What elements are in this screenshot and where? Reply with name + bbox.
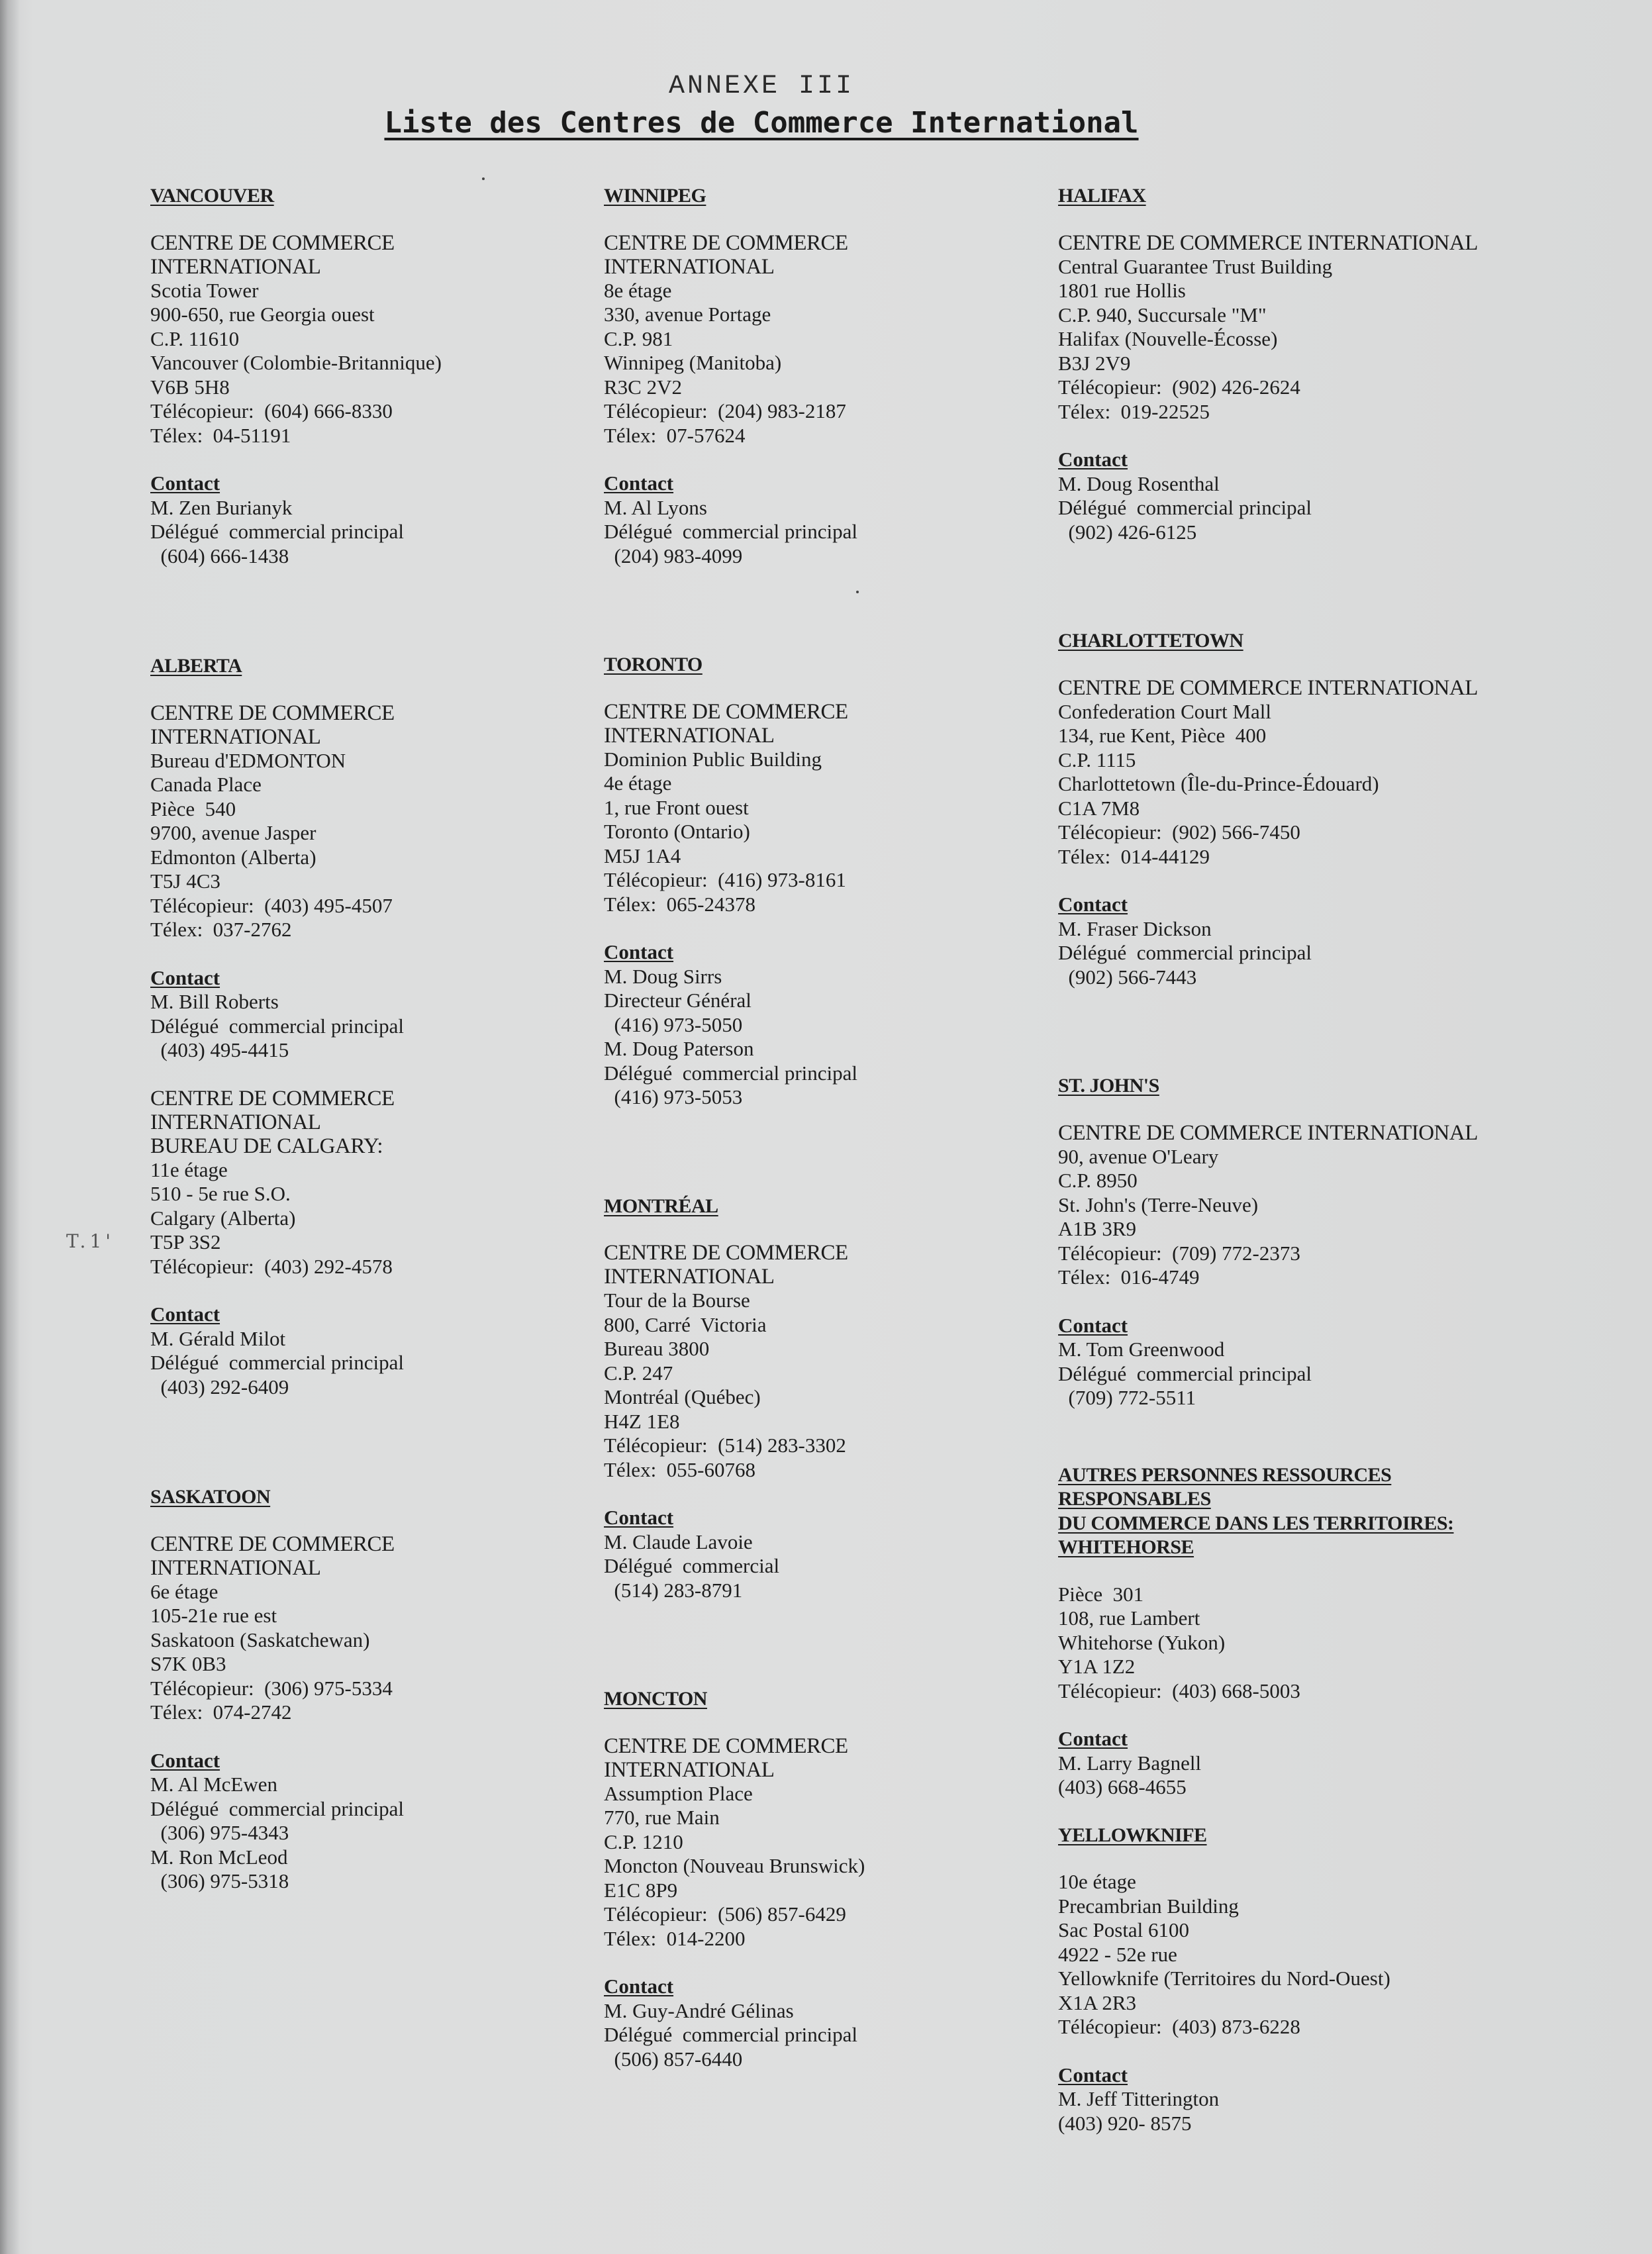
address-line: C.P. 8950 bbox=[1058, 1169, 1138, 1192]
contact-line: Délégué commercial principal bbox=[150, 1351, 405, 1374]
address-line: 4e étage bbox=[604, 771, 672, 795]
address-line: Télex: 065-24378 bbox=[604, 892, 756, 916]
contact-line: Délégué commercial principal bbox=[604, 2023, 858, 2046]
secondary-office bbox=[150, 1087, 614, 1400]
address-line: C.P. 1210 bbox=[604, 1830, 683, 1853]
address-line: R3C 2V2 bbox=[604, 375, 682, 399]
address-line: Télex: 04-51191 bbox=[150, 423, 291, 447]
column-1 bbox=[150, 184, 614, 1894]
contact-line: Directeur Général bbox=[604, 989, 752, 1012]
address-line: Télécopieur: (306) 975-5334 bbox=[150, 1676, 393, 1700]
address-line: Whitehorse (Yukon) bbox=[1058, 1630, 1226, 1654]
contact-heading: Contact bbox=[150, 1748, 220, 1772]
contact-line: (506) 857-6440 bbox=[604, 2047, 743, 2071]
address-line: X1A 2R3 bbox=[1058, 1990, 1136, 2014]
address-line: Télécopieur: (604) 666-8330 bbox=[150, 399, 393, 422]
address-line: 108, rue Lambert bbox=[1058, 1606, 1200, 1630]
address-line: 800, Carré Victoria bbox=[604, 1312, 767, 1336]
centre-name-line: INTERNATIONAL bbox=[604, 1757, 775, 1782]
office-city-heading: AUTRES PERSONNES RESSOURCES bbox=[1058, 1463, 1392, 1486]
address-line: Precambrian Building bbox=[1058, 1894, 1239, 1918]
annex-label: ANNEXE III bbox=[668, 72, 855, 101]
address-line: C.P. 247 bbox=[604, 1361, 673, 1385]
contact-line: Délégué commercial principal bbox=[150, 520, 405, 543]
contact-line: (416) 973-5050 bbox=[604, 1012, 743, 1036]
scan-speck bbox=[482, 177, 485, 180]
centre-name-line: CENTRE DE COMMERCE bbox=[604, 1241, 848, 1265]
office-city-heading: MONCTON bbox=[604, 1688, 707, 1710]
contact-line: (403) 920- 8575 bbox=[1058, 2111, 1192, 2135]
office-section bbox=[150, 654, 614, 1399]
address-line: 510 - 5e rue S.O. bbox=[150, 1182, 291, 1205]
centre-name-line: CENTRE DE COMMERCE bbox=[604, 699, 848, 724]
scan-edge-shadow bbox=[0, 0, 20, 2254]
contact-line: (403) 668-4655 bbox=[1058, 1775, 1187, 1798]
contact-line: M. Tom Greenwood bbox=[1058, 1338, 1225, 1361]
address-line: Calgary (Alberta) bbox=[150, 1206, 296, 1230]
address-line: 770, rue Main bbox=[604, 1806, 720, 1829]
address-line: Halifax (Nouvelle-Écosse) bbox=[1058, 327, 1278, 350]
contact-line: M. Larry Bagnell bbox=[1058, 1751, 1202, 1775]
contact-line: M. Al McEwen bbox=[150, 1773, 278, 1796]
office-city-heading: CHARLOTTETOWN bbox=[1058, 630, 1243, 652]
contact-heading: Contact bbox=[150, 1302, 220, 1326]
address-line: H4Z 1E8 bbox=[604, 1409, 680, 1433]
address-line: A1B 3R9 bbox=[1058, 1217, 1136, 1240]
address-line: Vancouver (Colombie-Britannique) bbox=[150, 351, 442, 374]
address-line: Télex: 074-2742 bbox=[150, 1700, 292, 1724]
office-section bbox=[150, 1485, 614, 1894]
address-line: Montréal (Québec) bbox=[604, 1385, 761, 1408]
address-line: B3J 2V9 bbox=[1058, 351, 1131, 375]
address-line: Bureau d'EDMONTON bbox=[150, 748, 346, 772]
address-line: Télex: 014-2200 bbox=[604, 1926, 746, 1950]
address-line: Toronto (Ontario) bbox=[604, 820, 750, 843]
centre-name-line: CENTRE DE COMMERCE bbox=[150, 1532, 395, 1556]
contact-line: (403) 292-6409 bbox=[150, 1375, 289, 1398]
address-line: Télécopieur: (204) 983-2187 bbox=[604, 399, 846, 422]
contact-line: (403) 495-4415 bbox=[150, 1038, 289, 1061]
centre-name-line: INTERNATIONAL bbox=[150, 1555, 321, 1580]
office-section bbox=[150, 184, 614, 568]
contact-line: (306) 975-4343 bbox=[150, 1821, 289, 1844]
contact-line: M. Bill Roberts bbox=[150, 990, 279, 1013]
address-line: Télex: 055-60768 bbox=[604, 1457, 756, 1481]
contact-heading: Contact bbox=[150, 471, 220, 495]
centre-name-line: INTERNATIONAL bbox=[604, 1265, 775, 1289]
address-line: C1A 7M8 bbox=[1058, 796, 1140, 820]
column-2 bbox=[604, 184, 1067, 2071]
address-line: 6e étage bbox=[150, 1579, 219, 1603]
office-city-heading: ST. JOHN'S bbox=[1058, 1075, 1159, 1097]
contact-line: M. Doug Rosenthal bbox=[1058, 471, 1220, 495]
office-section bbox=[604, 1195, 1067, 1603]
centre-name-line: CENTRE DE COMMERCE bbox=[604, 230, 848, 255]
contact-line: M. Fraser Dickson bbox=[1058, 916, 1212, 940]
office-city-heading: WINNIPEG bbox=[604, 185, 706, 207]
address-line: Charlottetown (Île-du-Prince-Édouard) bbox=[1058, 772, 1379, 795]
contact-line: M. Doug Sirrs bbox=[604, 964, 722, 988]
contact-line: (306) 975-5318 bbox=[150, 1869, 289, 1892]
contact-heading: Contact bbox=[1058, 2063, 1128, 2086]
address-line: Dominion Public Building bbox=[604, 747, 822, 771]
contact-line: M. Jeff Titterington bbox=[1058, 2087, 1220, 2110]
address-line: Edmonton (Alberta) bbox=[150, 845, 316, 869]
centre-name-line: CENTRE DE COMMERCE bbox=[150, 1086, 395, 1110]
address-line: 90, avenue O'Leary bbox=[1058, 1144, 1219, 1168]
office-section bbox=[1058, 184, 1561, 544]
contact-line: M. Al Lyons bbox=[604, 495, 707, 519]
office-section bbox=[1058, 1824, 1561, 2136]
office-city-heading: RESPONSABLES bbox=[1058, 1488, 1211, 1510]
address-line: M5J 1A4 bbox=[604, 844, 681, 867]
contact-line: Délégué commercial principal bbox=[150, 1014, 405, 1038]
address-line: 1801 rue Hollis bbox=[1058, 279, 1186, 302]
handwritten-margin-note: T.1' bbox=[66, 1230, 115, 1252]
address-line: Central Guarantee Trust Building bbox=[1058, 254, 1333, 278]
address-line: Scotia Tower bbox=[150, 278, 259, 302]
office-city-heading: MONTRÉAL bbox=[604, 1195, 718, 1217]
contact-line: Délégué commercial principal bbox=[604, 520, 858, 543]
contact-line: M. Ron McLeod bbox=[150, 1845, 288, 1869]
address-line: C.P. 1115 bbox=[1058, 748, 1136, 771]
contact-line: (902) 566-7443 bbox=[1058, 965, 1197, 989]
address-line: Télex: 07-57624 bbox=[604, 423, 746, 447]
address-line: Télécopieur: (416) 973-8161 bbox=[604, 868, 846, 891]
centre-name-line: CENTRE DE COMMERCE INTERNATIONAL bbox=[1058, 675, 1478, 700]
contact-line: (514) 283-8791 bbox=[604, 1578, 743, 1602]
office-section bbox=[604, 1687, 1067, 2071]
address-line: 9700, avenue Jasper bbox=[150, 821, 316, 844]
address-line: Télécopieur: (709) 772-2373 bbox=[1058, 1241, 1300, 1265]
contact-line: Délégué commercial bbox=[604, 1554, 780, 1577]
address-line: Télécopieur: (403) 873-6228 bbox=[1058, 2015, 1300, 2038]
office-section bbox=[604, 184, 1067, 568]
address-line: Télécopieur: (403) 292-4578 bbox=[150, 1254, 393, 1278]
address-line: Télex: 019-22525 bbox=[1058, 399, 1210, 423]
office-city-heading: HALIFAX bbox=[1058, 185, 1146, 207]
address-line: 8e étage bbox=[604, 278, 672, 302]
contact-heading: Contact bbox=[604, 940, 674, 963]
contact-heading: Contact bbox=[604, 1506, 674, 1529]
address-line: Confederation Court Mall bbox=[1058, 699, 1271, 723]
address-line: Pièce 540 bbox=[150, 797, 236, 820]
contact-line: M. Gérald Milot bbox=[150, 1326, 286, 1350]
office-city-heading: WHITEHORSE bbox=[1058, 1536, 1194, 1558]
contact-line: Délégué commercial principal bbox=[1058, 1361, 1312, 1385]
address-line: Tour de la Bourse bbox=[604, 1289, 750, 1312]
contact-line: Délégué commercial principal bbox=[604, 1061, 858, 1085]
office-city-heading: DU COMMERCE DANS LES TERRITOIRES: bbox=[1058, 1512, 1454, 1534]
address-line: T5P 3S2 bbox=[150, 1230, 221, 1253]
address-line: Télécopieur: (506) 857-6429 bbox=[604, 1902, 846, 1926]
office-city-heading: YELLOWKNIFE bbox=[1058, 1824, 1207, 1846]
address-line: 11e étage bbox=[150, 1157, 228, 1181]
centre-name-line: INTERNATIONAL bbox=[150, 1110, 321, 1134]
contact-line: Délégué commercial principal bbox=[1058, 941, 1312, 964]
office-section bbox=[1058, 629, 1561, 989]
address-line: Télex: 016-4749 bbox=[1058, 1265, 1200, 1289]
address-line: Télex: 037-2762 bbox=[150, 918, 292, 941]
contact-line: M. Claude Lavoie bbox=[604, 1530, 753, 1553]
office-section bbox=[1058, 1463, 1561, 1800]
address-line: Winnipeg (Manitoba) bbox=[604, 351, 782, 374]
contact-heading: Contact bbox=[604, 1975, 674, 1998]
address-line: 105-21e rue est bbox=[150, 1604, 277, 1627]
address-line: St. John's (Terre-Neuve) bbox=[1058, 1193, 1259, 1216]
address-line: 330, avenue Portage bbox=[604, 303, 771, 326]
office-section bbox=[1058, 1074, 1561, 1410]
column-3 bbox=[1058, 184, 1561, 2135]
address-line: 10e étage bbox=[1058, 1870, 1136, 1893]
contact-line: (204) 983-4099 bbox=[604, 544, 743, 567]
office-city-heading: TORONTO bbox=[604, 654, 703, 675]
contact-heading: Contact bbox=[150, 965, 220, 989]
office-section bbox=[604, 653, 1067, 1110]
contact-line: M. Guy-André Gélinas bbox=[604, 1998, 794, 2022]
centre-name-line: INTERNATIONAL bbox=[604, 723, 775, 748]
address-line: Télécopieur: (403) 668-5003 bbox=[1058, 1679, 1300, 1702]
contact-line: Délégué commercial principal bbox=[150, 1796, 405, 1820]
address-line: Moncton (Nouveau Brunswick) bbox=[604, 1854, 865, 1877]
centre-name-line: CENTRE DE COMMERCE INTERNATIONAL bbox=[1058, 230, 1478, 255]
contact-line: (902) 426-6125 bbox=[1058, 520, 1197, 544]
address-line: Télécopieur: (902) 566-7450 bbox=[1058, 820, 1300, 844]
office-city-heading: ALBERTA bbox=[150, 655, 242, 677]
address-line: V6B 5H8 bbox=[150, 375, 230, 399]
contact-heading: Contact bbox=[604, 471, 674, 495]
centre-name-line: INTERNATIONAL bbox=[150, 254, 321, 279]
address-line: Saskatoon (Saskatchewan) bbox=[150, 1628, 370, 1651]
address-line: Bureau 3800 bbox=[604, 1337, 710, 1360]
contact-line: (604) 666-1438 bbox=[150, 544, 289, 567]
office-city-heading: VANCOUVER bbox=[150, 185, 274, 207]
document-title: Liste des Centres de Commerce International bbox=[384, 106, 1139, 140]
address-line: E1C 8P9 bbox=[604, 1878, 678, 1902]
centre-name-line: CENTRE DE COMMERCE bbox=[150, 230, 395, 255]
centre-name-line: CENTRE DE COMMERCE bbox=[150, 701, 395, 725]
contact-heading: Contact bbox=[1058, 1727, 1128, 1750]
address-line: S7K 0B3 bbox=[150, 1652, 226, 1675]
address-line: T5J 4C3 bbox=[150, 869, 220, 893]
address-line: Canada Place bbox=[150, 773, 262, 796]
contact-heading: Contact bbox=[1058, 448, 1128, 471]
address-line: Assumption Place bbox=[604, 1781, 753, 1805]
contact-heading: Contact bbox=[1058, 1313, 1128, 1337]
address-line: C.P. 11610 bbox=[150, 326, 240, 350]
contact-line: (709) 772-5511 bbox=[1058, 1386, 1196, 1409]
address-line: C.P. 981 bbox=[604, 326, 673, 350]
contact-line: Délégué commercial principal bbox=[1058, 496, 1312, 519]
office-city-heading: SASKATOON bbox=[150, 1486, 271, 1508]
address-line: Télex: 014-44129 bbox=[1058, 844, 1210, 868]
address-line: 900-650, rue Georgia ouest bbox=[150, 303, 375, 326]
address-line: C.P. 940, Succursale "M" bbox=[1058, 303, 1267, 326]
contact-line: M. Zen Burianyk bbox=[150, 495, 293, 519]
centre-name-line: INTERNATIONAL bbox=[150, 724, 321, 749]
contact-line: M. Doug Paterson bbox=[604, 1037, 754, 1060]
centre-name-line: BUREAU DE CALGARY: bbox=[150, 1134, 383, 1158]
address-line: Télécopieur: (514) 283-3302 bbox=[604, 1434, 846, 1457]
centre-name-line: CENTRE DE COMMERCE INTERNATIONAL bbox=[1058, 1120, 1478, 1145]
address-line: Télécopieur: (902) 426-2624 bbox=[1058, 375, 1300, 399]
contact-line: (416) 973-5053 bbox=[604, 1085, 743, 1108]
address-line: 1, rue Front ouest bbox=[604, 795, 749, 819]
contact-heading: Contact bbox=[1058, 893, 1128, 916]
centre-name-line: CENTRE DE COMMERCE bbox=[604, 1734, 848, 1758]
address-line: Pièce 301 bbox=[1058, 1582, 1144, 1606]
centre-name-line: INTERNATIONAL bbox=[604, 254, 775, 279]
address-line: 134, rue Kent, Pièce 400 bbox=[1058, 724, 1267, 747]
address-line: Sac Postal 6100 bbox=[1058, 1918, 1190, 1941]
address-line: Y1A 1Z2 bbox=[1058, 1655, 1136, 1678]
address-line: Télécopieur: (403) 495-4507 bbox=[150, 893, 393, 917]
address-line: Yellowknife (Territoires du Nord-Ouest) bbox=[1058, 1967, 1390, 1990]
address-line: 4922 - 52e rue bbox=[1058, 1942, 1177, 1966]
